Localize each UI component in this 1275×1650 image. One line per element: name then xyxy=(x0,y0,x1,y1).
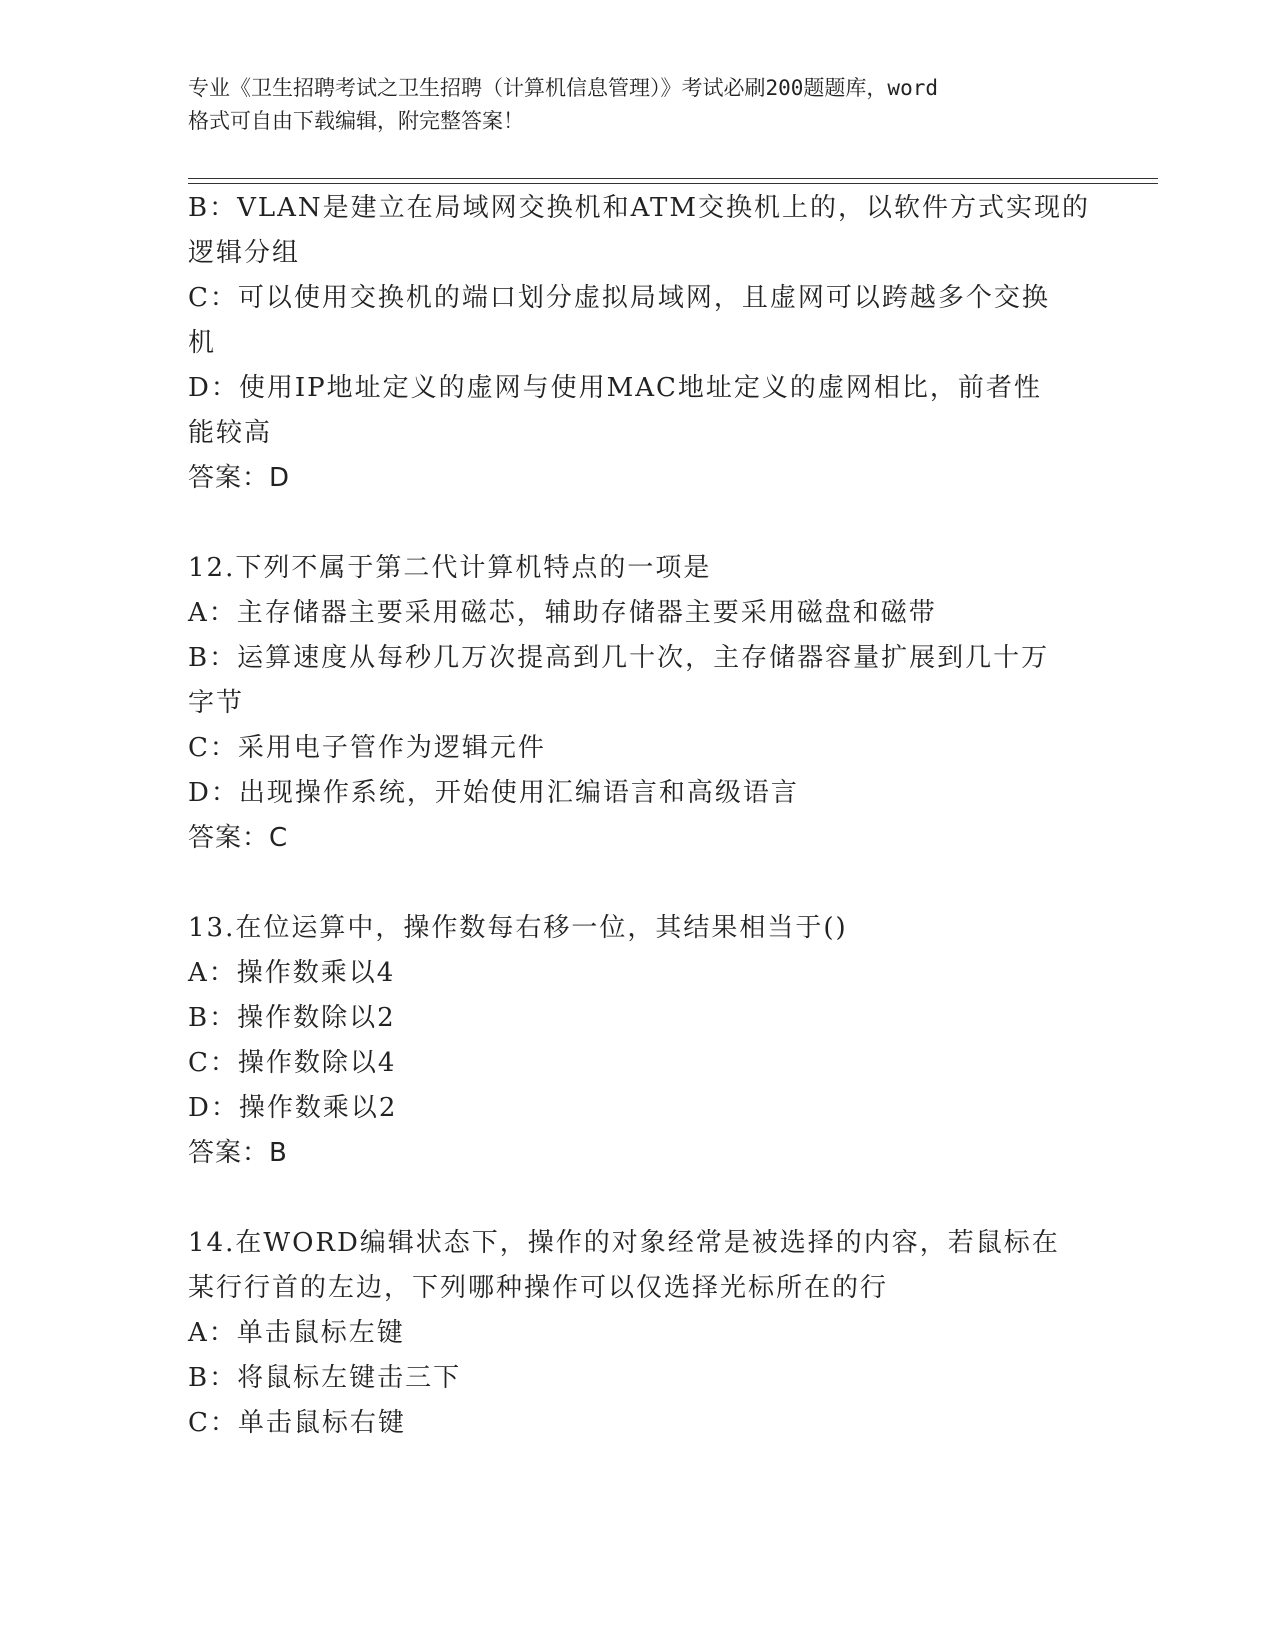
q12-option-b-line-2: 字节 xyxy=(188,688,245,718)
q11-option-d-line-2: 能较高 xyxy=(188,418,273,448)
q14-question-line-1: 14.在WORD编辑状态下，操作的对象经常是被选择的内容，若鼠标在 xyxy=(188,1228,1060,1258)
document-header xyxy=(188,72,1088,138)
q12-question: 12.下列不属于第二代计算机特点的一项是 xyxy=(188,553,712,583)
q12-option-b-line-1: B：运算速度从每秒几万次提高到几十次，主存储器容量扩展到几十万 xyxy=(188,643,1050,673)
q13-question: 13.在位运算中，操作数每右移一位，其结果相当于() xyxy=(188,913,848,943)
q11-option-d-line-1: D：使用IP地址定义的虚网与使用MAC地址定义的虚网相比，前者性 xyxy=(188,373,1042,403)
q13-option-d: D：操作数乘以2 xyxy=(188,1093,398,1123)
q11-option-c-line-2: 机 xyxy=(188,328,217,358)
header-divider-bottom xyxy=(188,183,1158,184)
q13-option-b: B：操作数除以2 xyxy=(188,1003,396,1033)
q14-option-b: B：将鼠标左键击三下 xyxy=(188,1363,462,1393)
header-line-1: 专业《卫生招聘考试之卫生招聘（计算机信息管理）》考试必刷200题题库，word xyxy=(188,76,938,100)
q12-option-c: C：采用电子管作为逻辑元件 xyxy=(188,733,546,763)
header-line-2: 格式可自由下载编辑，附完整答案！ xyxy=(188,109,524,133)
header-divider-top xyxy=(188,178,1158,179)
q12-answer: 答案：C xyxy=(188,823,289,853)
q13-answer: 答案：B xyxy=(188,1138,288,1168)
q11-answer: 答案：D xyxy=(188,463,291,493)
q11-option-c-line-1: C：可以使用交换机的端口划分虚拟局域网，且虚网可以跨越多个交换 xyxy=(188,283,1050,313)
q14-question-line-2: 某行行首的左边，下列哪种操作可以仅选择光标所在的行 xyxy=(188,1273,889,1303)
q14-option-c: C：单击鼠标右键 xyxy=(188,1408,406,1438)
q14-option-a: A：单击鼠标左键 xyxy=(188,1318,405,1348)
q11-option-b-line-1: B：VLAN是建立在局域网交换机和ATM交换机上的，以软件方式实现的 xyxy=(188,193,1090,223)
q11-option-b-line-2: 逻辑分组 xyxy=(188,238,301,268)
q13-option-c: C：操作数除以4 xyxy=(188,1048,397,1078)
q13-option-a: A：操作数乘以4 xyxy=(188,958,396,988)
q12-option-a: A：主存储器主要采用磁芯，辅助存储器主要采用磁盘和磁带 xyxy=(188,598,937,628)
q12-option-d: D：出现操作系统，开始使用汇编语言和高级语言 xyxy=(188,778,799,808)
